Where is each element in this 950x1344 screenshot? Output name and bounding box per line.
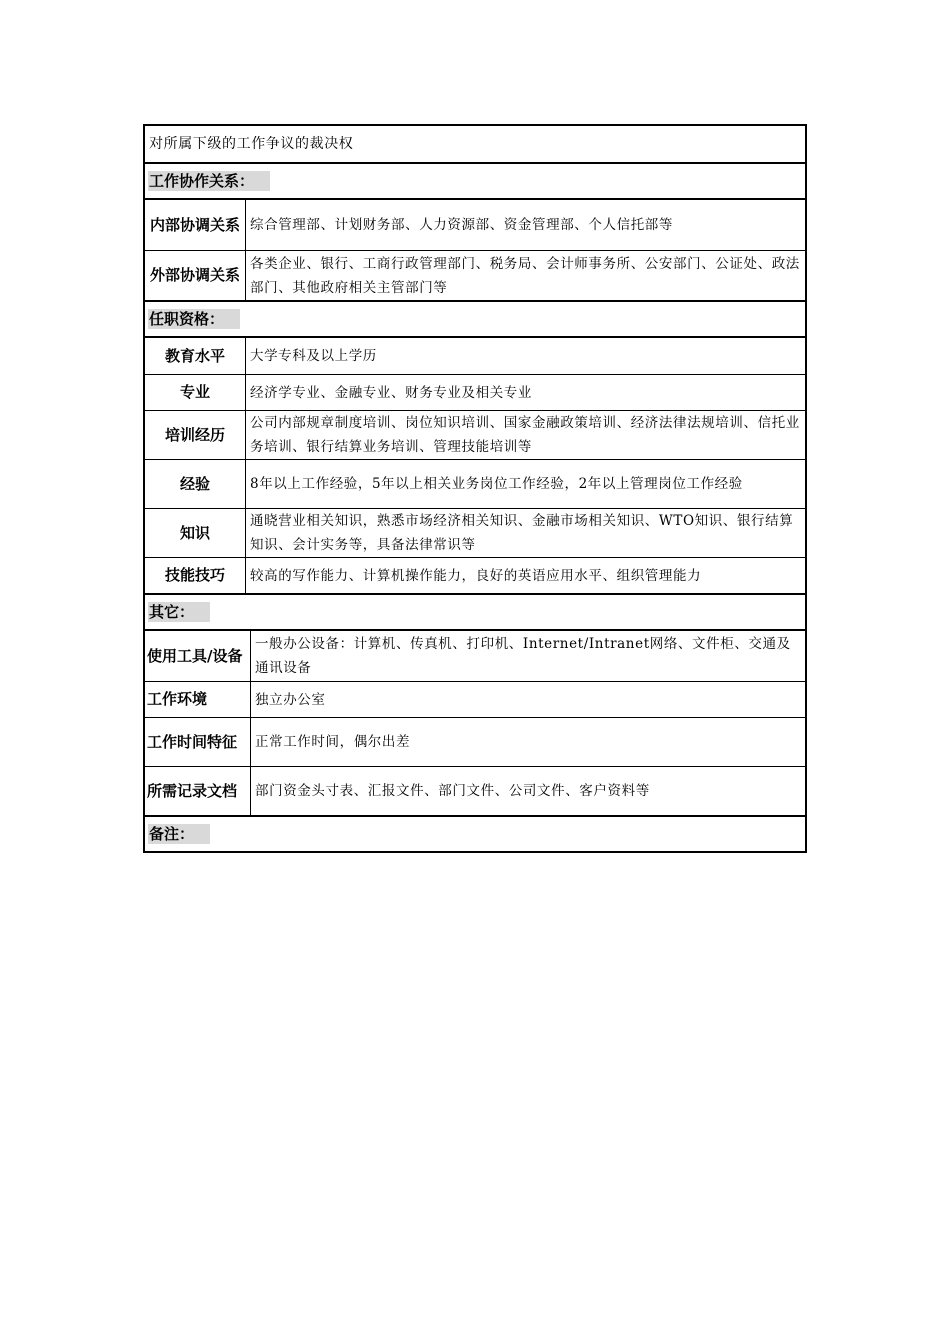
row-value: 经济学专业、金融专业、财务专业及相关专业 — [250, 384, 532, 401]
table-row — [145, 250, 805, 300]
row-value: 正常工作时间，偶尔出差 — [255, 734, 411, 750]
row-label: 工作时间特征 — [145, 718, 251, 766]
row-label: 专业 — [145, 375, 246, 410]
row-label: 工作环境 — [145, 682, 251, 717]
other-rows — [143, 631, 807, 817]
row-label: 技能技巧 — [145, 558, 246, 593]
table-row — [145, 717, 805, 766]
section-title-cooperation: 工作协作关系： — [145, 164, 805, 198]
qualifications-section — [143, 302, 807, 338]
row-value: 公司内部规章制度培训、岗位知识培训、国家金融政策培训、经济法律法规培训、信托业务培训、银行结算业务培训、管理技能培训等 — [250, 415, 800, 455]
row-label: 使用工具/设备 — [145, 631, 251, 681]
row-label: 知识 — [145, 509, 246, 557]
row-value: 各类企业、银行、工商行政管理部门、税务局、会计师事务所、公安部门、公证处、政法部门、其他政府相关主管部门等 — [250, 255, 800, 296]
table-row — [145, 338, 805, 374]
remarks-section — [143, 817, 807, 853]
row-label: 经验 — [145, 460, 246, 508]
qualification-rows — [143, 338, 807, 595]
table-row — [145, 631, 805, 681]
section-title-remarks: 备注： — [145, 817, 805, 851]
cooperation-section — [143, 164, 807, 200]
others-section — [143, 595, 807, 631]
cooperation-rows — [143, 200, 807, 302]
authority-item: 对所属下级的工作争议的裁决权 — [149, 136, 354, 152]
table-row — [145, 557, 805, 593]
table-row — [145, 681, 805, 717]
row-label: 外部协调关系 — [145, 251, 246, 300]
job-description-table — [143, 124, 807, 853]
authority-block — [143, 124, 807, 164]
table-row — [145, 508, 805, 557]
row-label: 培训经历 — [145, 411, 246, 459]
row-value: 大学专科及以上学历 — [250, 348, 377, 364]
row-value: 较高的写作能力、计算机操作能力，良好的英语应用水平、组织管理能力 — [250, 567, 702, 584]
row-value: 8年以上工作经验，5年以上相关业务岗位工作经验，2年以上管理岗位工作经验 — [250, 476, 743, 492]
table-row — [145, 410, 805, 459]
row-label: 内部协调关系 — [145, 200, 246, 250]
table-row — [145, 766, 805, 815]
section-title-qualifications: 任职资格： — [145, 302, 805, 336]
row-value: 部门资金头寸表、汇报文件、部门文件、公司文件、客户资料等 — [255, 783, 650, 799]
row-label: 所需记录文档 — [145, 767, 251, 815]
row-value: 一般办公设备：计算机、传真机、打印机、Internet/Intranet网络、文件柜、交通及通讯设备 — [255, 636, 791, 676]
row-label: 教育水平 — [145, 338, 246, 374]
table-row — [145, 374, 805, 410]
table-row — [145, 200, 805, 250]
table-row — [145, 459, 805, 508]
row-value: 综合管理部、计划财务部、人力资源部、资金管理部、个人信托部等 — [250, 217, 673, 233]
section-title-others: 其它： — [145, 595, 805, 629]
row-value: 独立办公室 — [255, 691, 326, 708]
row-value: 通晓营业相关知识，熟悉市场经济相关知识、金融市场相关知识、WTO知识、银行结算知识、会计实务等，具备法律常识等 — [250, 513, 794, 553]
